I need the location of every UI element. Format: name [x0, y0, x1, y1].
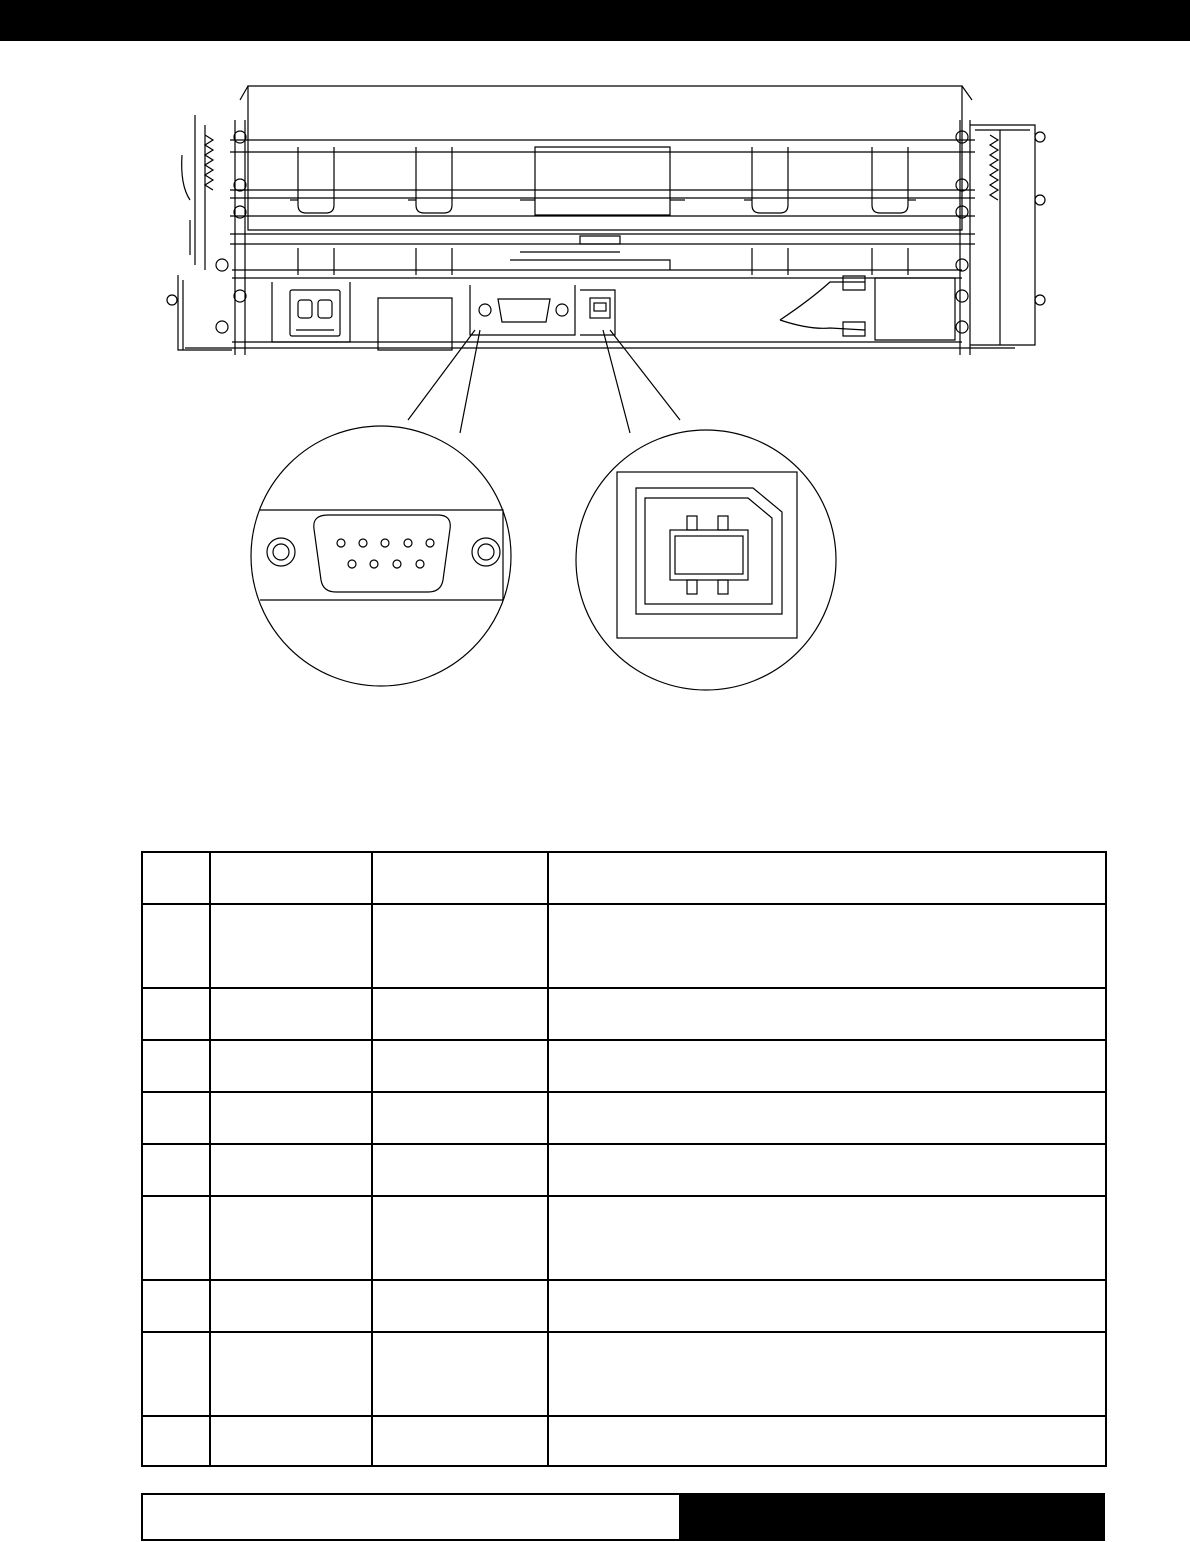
top-cover	[230, 86, 975, 244]
table-row	[142, 904, 1106, 988]
footer	[141, 1493, 1105, 1541]
table-row	[142, 1280, 1106, 1332]
power-connector-icon	[290, 290, 340, 336]
usb-b-connector-icon	[590, 298, 610, 318]
rear-panel	[185, 252, 1015, 350]
printer-rear-view-drawing	[0, 41, 1190, 721]
db9-serial-connector-detail	[251, 426, 511, 686]
table-row	[142, 1092, 1106, 1144]
header-bar	[0, 0, 1190, 41]
table-row	[142, 1040, 1106, 1092]
table-row	[142, 1416, 1106, 1466]
table-row	[142, 1332, 1106, 1416]
usb-b-connector-detail	[576, 430, 836, 690]
spec-table	[141, 851, 1107, 1467]
table-row	[142, 1196, 1106, 1280]
footer-text-box	[141, 1493, 681, 1541]
table-row	[142, 1144, 1106, 1196]
table-row	[142, 988, 1106, 1040]
table-row	[142, 852, 1106, 904]
paper-guides	[290, 147, 916, 275]
side-frames	[167, 115, 1045, 355]
db9-serial-connector-icon	[479, 299, 568, 322]
callout-leaders	[408, 330, 680, 433]
footer-black-bar	[681, 1493, 1105, 1541]
